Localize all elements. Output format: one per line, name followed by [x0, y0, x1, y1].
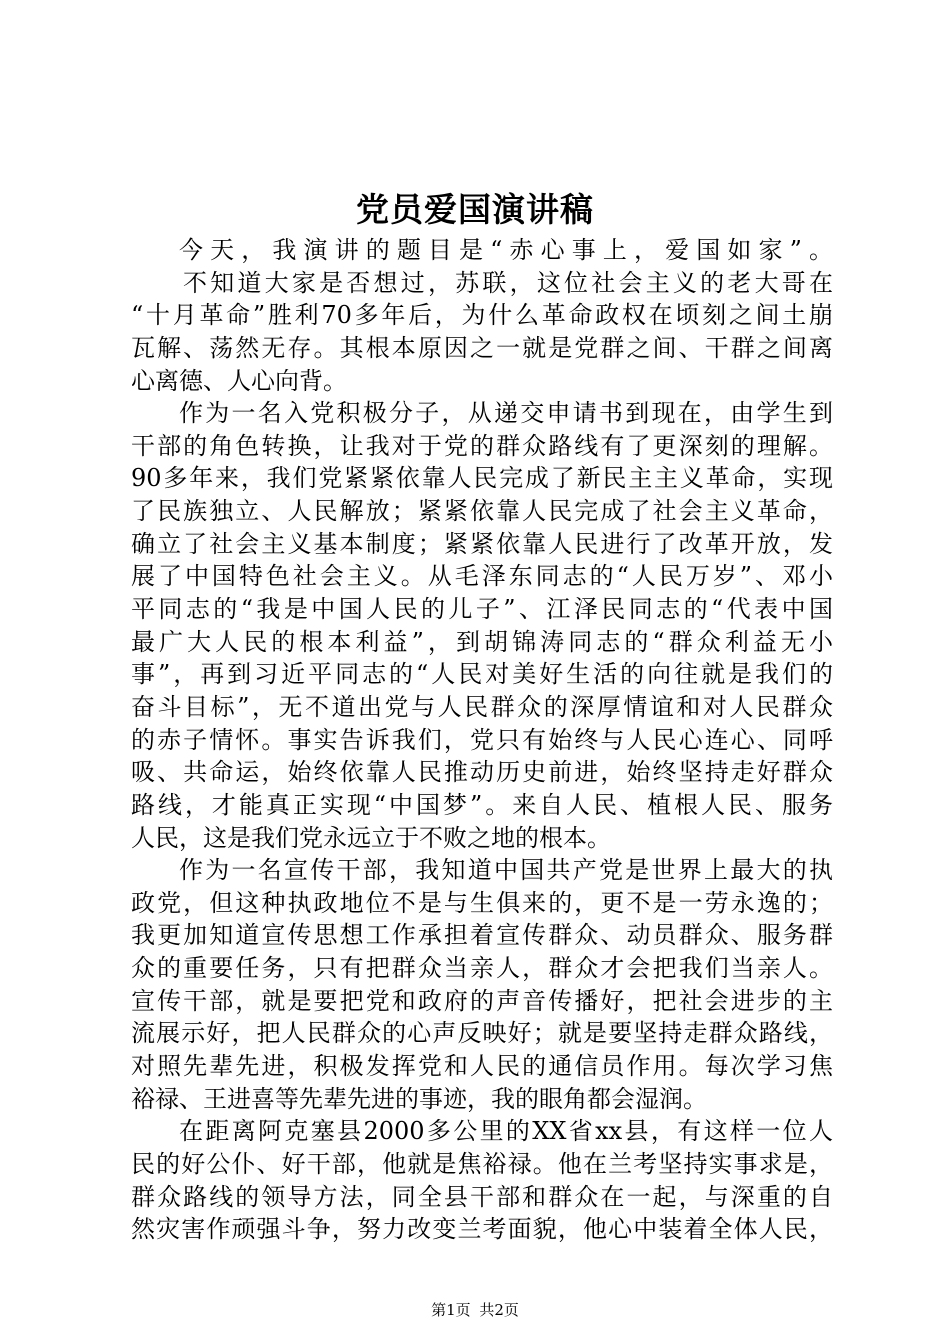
text-line: 作为一名入党积极分子，从递交申请书到现在，由学生到 [179, 399, 833, 428]
text-line: 民的好公仆、好干部，他就是焦裕禄。他在兰考坚持实事求是， [131, 1149, 833, 1178]
text-line: 人民，这是我们党永远立于不败之地的根本。 [131, 823, 611, 852]
text-line: 今天，我演讲的题目是“赤心事上，爱国如家”。 [179, 236, 833, 264]
text-line: 流展示好，把人民群众的心声反映好；就是要坚持走群众路线， [131, 1019, 833, 1048]
text-line: “十月革命”胜利70多年后，为什么革命政权在顷刻之间土崩 [131, 301, 833, 330]
text-line: 平同志的“我是中国人民的儿子”、江泽民同志的“代表中国 [131, 595, 833, 624]
text-line: 众的重要任务，只有把群众当亲人，群众才会把我们当亲人。 [131, 954, 833, 983]
text-line: 裕禄、王进喜等先辈先进的事迹，我的眼角都会湿润。 [131, 1084, 707, 1113]
text-line: 事”，再到习近平同志的“人民对美好生活的向往就是我们的 [131, 660, 833, 689]
text-line: 最广大人民的根本利益”，到胡锦涛同志的“群众利益无小 [131, 627, 833, 656]
text-line: 不知道大家是否想过，苏联，这位社会主义的老大哥在 [183, 268, 833, 297]
text-line: 干部的角色转换，让我对于党的群众路线有了更深刻的理解。 [131, 431, 833, 460]
text-line: 政党，但这种执政地位不是与生俱来的，更不是一劳永逸的； [131, 888, 833, 917]
text-line: 然灾害作顽强斗争，努力改变兰考面貌，他心中装着全体人民， [131, 1215, 833, 1244]
text-line: 90多年来，我们党紧紧依靠人民完成了新民主主义革命，实现 [131, 464, 833, 493]
text-line: 奋斗目标”，无不道出党与人民群众的深厚情谊和对人民群众 [131, 692, 833, 721]
text-line: 宣传干部，就是要把党和政府的声音传播好，把社会进步的主 [131, 986, 833, 1015]
document-title: 党员爱国演讲稿 [356, 190, 594, 229]
text-line: 心离德、人心向背。 [131, 366, 347, 395]
text-line: 的赤子情怀。事实告诉我们，党只有始终与人民心连心、同呼 [131, 725, 833, 754]
text-line: 吸、共命运，始终依靠人民推动历史前进，始终坚持走好群众 [131, 758, 833, 787]
text-line: 群众路线的领导方法，同全县干部和群众在一起，与深重的自 [131, 1182, 833, 1211]
text-line: 我更加知道宣传思想工作承担着宣传群众、动员群众、服务群 [131, 921, 833, 950]
page-footer: 第1页 共2页 [431, 1301, 519, 1319]
text-line: 路线，才能真正实现“中国梦”。来自人民、植根人民、服务 [131, 790, 833, 819]
text-line: 对照先辈先进，积极发挥党和人民的通信员作用。每次学习焦 [131, 1052, 833, 1081]
text-line: 展了中国特色社会主义。从毛泽东同志的“人民万岁”、邓小 [131, 562, 833, 591]
text-line: 在距离阿克塞县2000多公里的XX省xx县，有这样一位人 [179, 1117, 833, 1146]
text-line: 瓦解、荡然无存。其根本原因之一就是党群之间、干群之间离 [131, 333, 833, 362]
text-line: 作为一名宣传干部，我知道中国共产党是世界上最大的执 [179, 856, 833, 885]
text-line: 确立了社会主义基本制度；紧紧依靠人民进行了改革开放，发 [131, 529, 833, 558]
text-line: 了民族独立、人民解放；紧紧依靠人民完成了社会主义革命， [131, 497, 833, 526]
document-body [131, 234, 833, 1246]
